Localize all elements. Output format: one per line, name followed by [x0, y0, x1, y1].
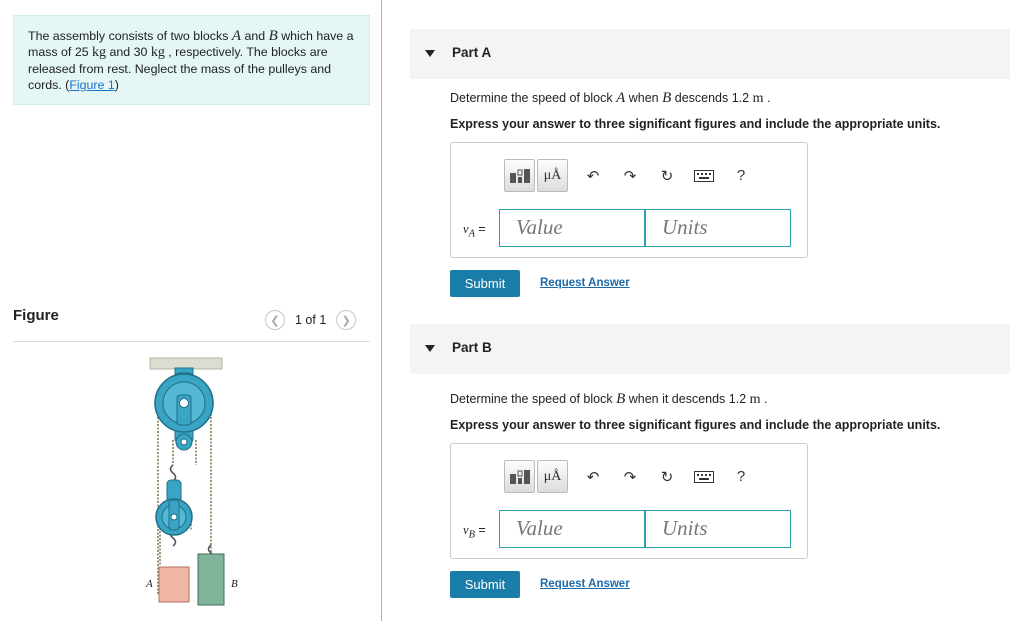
- part-a-header[interactable]: [410, 29, 1010, 79]
- label-a: A: [146, 578, 153, 590]
- keyboard-icon[interactable]: [692, 159, 716, 192]
- column-divider: [381, 0, 382, 621]
- problem-text: which have a mass of 25: [28, 29, 354, 59]
- value-input[interactable]: Value: [499, 510, 645, 548]
- redo-icon[interactable]: ↷: [623, 167, 637, 185]
- answer-eq: =: [474, 523, 486, 537]
- collapse-triangle-icon[interactable]: [425, 50, 435, 57]
- help-icon[interactable]: ?: [736, 468, 746, 485]
- reset-icon[interactable]: ↻: [660, 167, 674, 185]
- submit-button[interactable]: Submit: [450, 571, 520, 598]
- part-a-title: Part A: [452, 45, 492, 60]
- question-text: when it descends 1.2: [625, 392, 750, 406]
- answer-var: v: [463, 523, 469, 537]
- part-a-question: [450, 90, 770, 107]
- question-var: A: [616, 90, 626, 106]
- request-answer-link[interactable]: Request Answer: [540, 277, 630, 289]
- top-pulley: [155, 373, 213, 450]
- question-text: Determine the speed of block: [450, 392, 617, 406]
- submit-button[interactable]: Submit: [450, 270, 520, 297]
- pulley-figure: [135, 355, 255, 610]
- part-b-answer-box: [450, 443, 808, 559]
- figure-link[interactable]: Figure 1: [69, 78, 115, 92]
- problem-text: ): [114, 78, 119, 92]
- answer-label: [463, 222, 486, 240]
- chevron-right-icon[interactable]: ❯: [336, 310, 356, 330]
- answer-sub: A: [468, 228, 475, 240]
- templates-icon[interactable]: [504, 159, 535, 192]
- part-a-answer-box: [450, 142, 808, 258]
- part-b-instruction: Express your answer to three significant figures and include the appropriate units.: [450, 418, 941, 432]
- keyboard-icon[interactable]: [692, 460, 716, 493]
- question-var: B: [616, 391, 626, 407]
- question-text: when: [625, 91, 663, 105]
- chevron-left-icon[interactable]: ❮: [265, 310, 285, 330]
- help-icon[interactable]: ?: [736, 167, 746, 184]
- unit-kg: kg: [150, 45, 165, 60]
- part-a-instruction: Express your answer to three significant figures and include the appropriate units.: [450, 117, 941, 131]
- unit-kg: kg: [92, 45, 107, 60]
- figure-page-count: 1 of 1: [295, 313, 327, 327]
- redo-icon[interactable]: ↷: [623, 468, 637, 486]
- answer-label: [463, 523, 486, 541]
- ceiling-support: [150, 358, 222, 369]
- question-unit: m: [752, 91, 764, 106]
- units-button[interactable]: μÅ: [537, 460, 568, 493]
- figure-divider: [13, 341, 370, 342]
- part-b-title: Part B: [452, 340, 492, 355]
- answer-eq: =: [474, 222, 486, 236]
- request-answer-link[interactable]: Request Answer: [540, 578, 630, 590]
- label-b: B: [231, 578, 238, 590]
- value-input[interactable]: Value: [499, 209, 645, 247]
- part-b-header[interactable]: [410, 324, 1010, 374]
- problem-text: , respectively. The blocks are released from rest. Neglect the mass of the pulleys and cords. (: [28, 45, 332, 92]
- question-text: .: [760, 392, 768, 406]
- units-input[interactable]: Units: [645, 209, 791, 247]
- undo-icon[interactable]: ↶: [586, 167, 600, 185]
- block-a: [159, 567, 189, 602]
- problem-text: and 30: [106, 45, 151, 59]
- math-toolbar: [504, 159, 753, 192]
- hook: [171, 465, 176, 481]
- question-text: .: [763, 91, 771, 105]
- question-text: Determine the speed of block: [450, 91, 617, 105]
- answer-var: v: [463, 222, 469, 236]
- units-input[interactable]: Units: [645, 510, 791, 548]
- question-text: descends 1.2: [671, 91, 753, 105]
- templates-icon[interactable]: [504, 460, 535, 493]
- figure-heading: Figure: [13, 307, 59, 324]
- undo-icon[interactable]: ↶: [586, 468, 600, 486]
- math-toolbar: [504, 460, 753, 493]
- collapse-triangle-icon[interactable]: [425, 345, 435, 352]
- figure-pager: [265, 309, 356, 331]
- units-button[interactable]: μÅ: [537, 159, 568, 192]
- reset-icon[interactable]: ↻: [660, 468, 674, 486]
- problem-text: The assembly consists of two blocks: [28, 29, 232, 43]
- problem-statement: [13, 15, 370, 105]
- problem-text: and: [241, 29, 269, 43]
- answer-sub: B: [468, 529, 475, 541]
- part-b-question: [450, 391, 767, 408]
- question-var: B: [662, 90, 672, 106]
- lower-pulley: [156, 480, 192, 535]
- block-b-var: B: [268, 28, 278, 44]
- block-b: [198, 554, 224, 605]
- block-a-var: A: [231, 28, 242, 44]
- question-unit: m: [749, 392, 761, 407]
